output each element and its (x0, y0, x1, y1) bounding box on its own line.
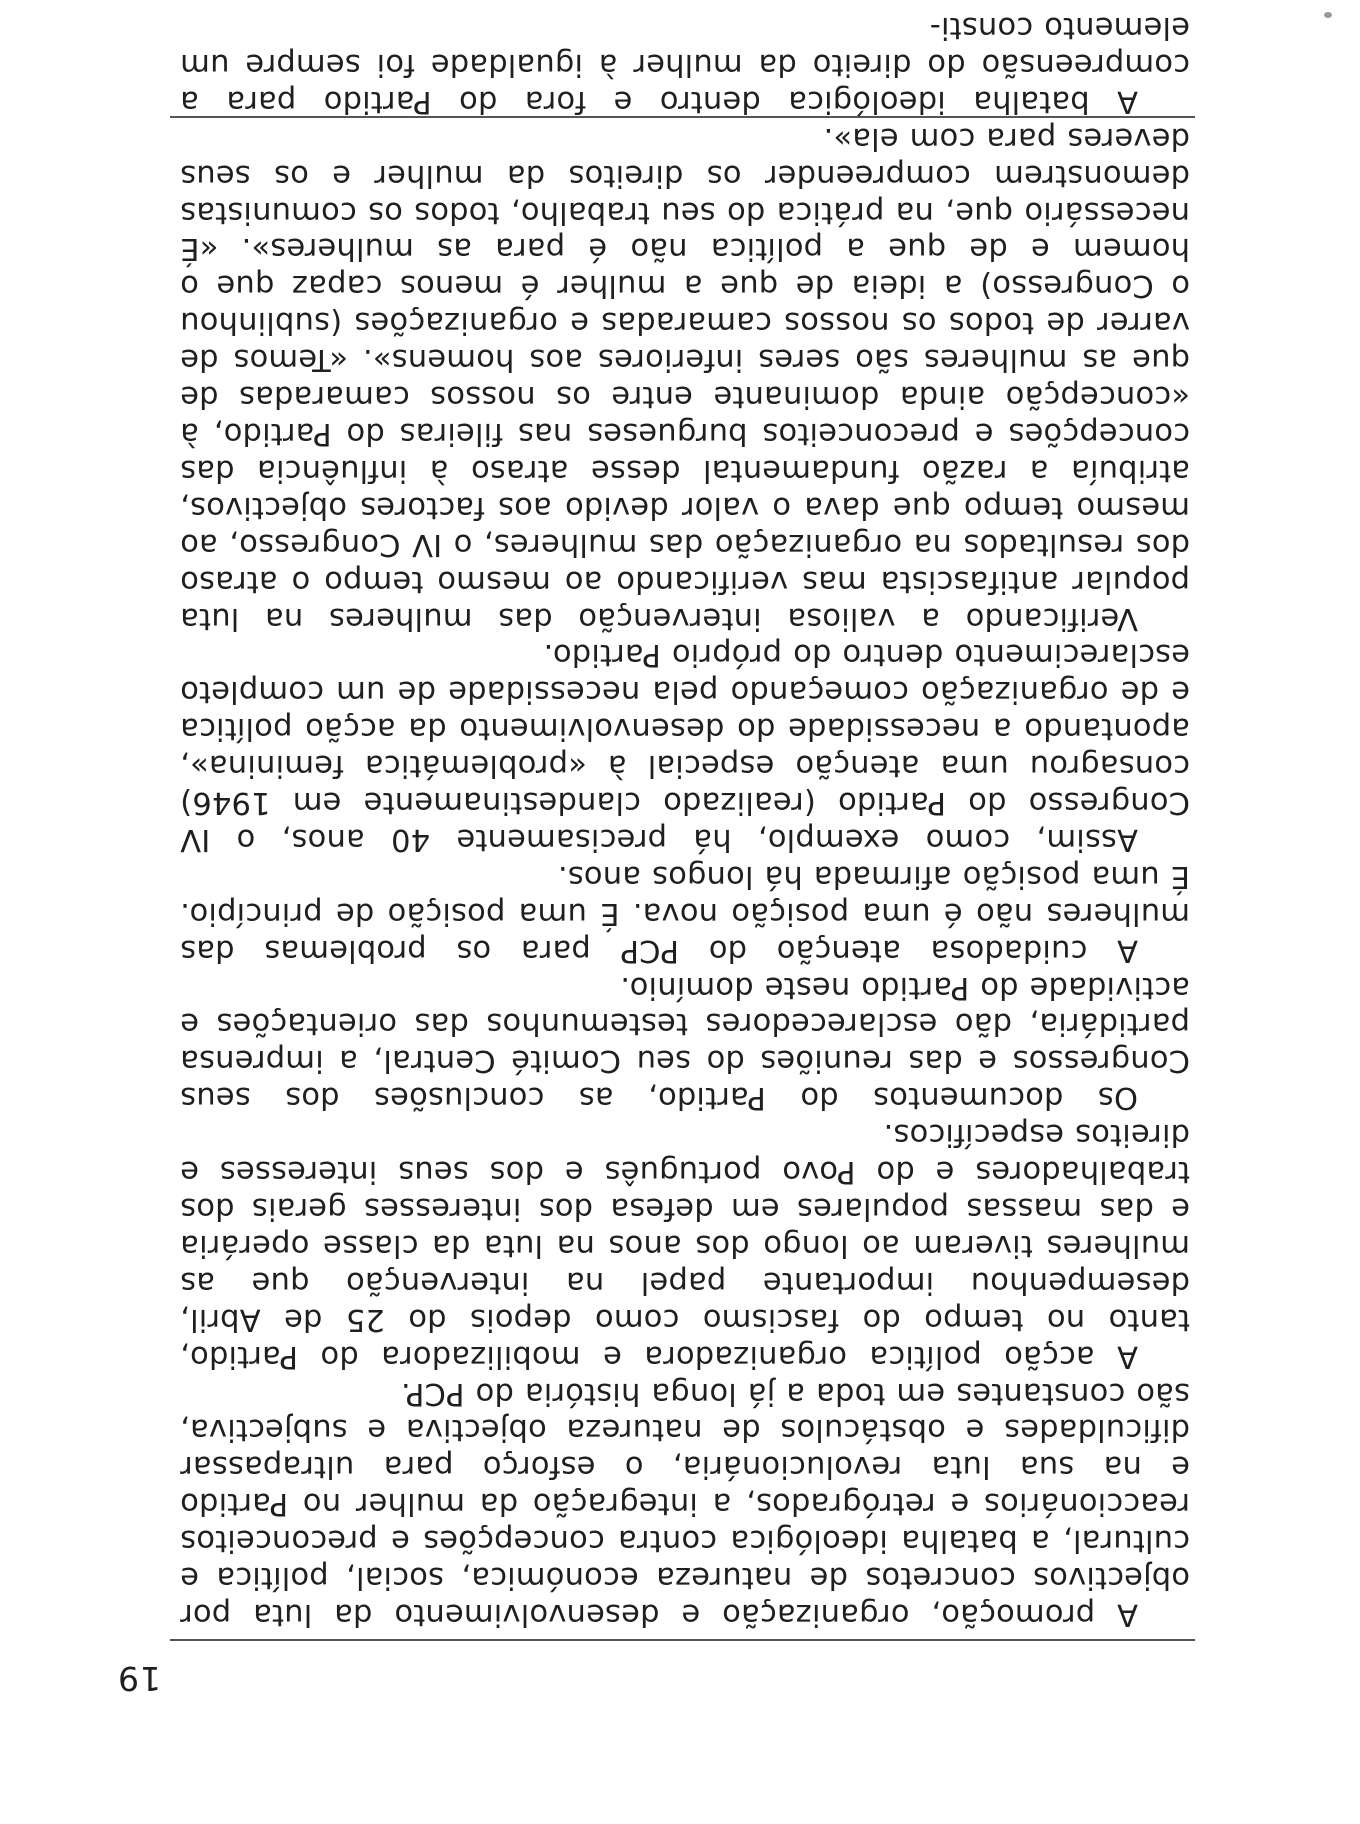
body-text (180, 8, 1190, 1632)
paragraph-6: Verificando a valiosa intervenção das mulheres na luta popular antifascista mas verificando ao mesmo tempo o atraso dos resultados na organização das mulheres, o IV Congresso, ao mesmo tempo que dava o valor devido aos factores objectivos, atribuía a razão fundamental desse atraso à influência das concepções e preconceitos burgueses nas fileiras do Partido, à «concepção ainda dominante entre os nossos camaradas de que as mulheres são seres inferiores aos homens». «Temos de varrer de todos os nossos camaradas e organizações (sublinhou o Congresso) a ideia de que a mulher é menos capaz que o homem e de que a política não é para as mulheres». «É necessário que, na prática do seu trabalho, todos os comunistas demonstrem compreender os direitos da mulher e os seus deveres para com ela». (180, 120, 1190, 636)
paragraph-7: A batalha ideológica dentro e fora do Partido para a compreensão do direito da mulher à igualdade foi sempre um elemento consti- (180, 10, 1190, 119)
paragraph-3: Os documentos do Partido, as conclusões dos seus Congressos e das reuniões do seu Comité Central, a imprensa partidária, dão esclarecedores testemunhos das orientações e actividade do Partido neste domínio. (180, 969, 1190, 1116)
page-number: 19 (117, 1659, 161, 1698)
paragraph-1: A promoção, organização e desenvolvimento da luta por objectivos concretos de natureza económica, social, política e cultural, a batalha ideológica contra concepções e preconceitos reaccionários e retrógrados, a integração da mulher no Partido e na sua luta revolucionária, o esforço para ultrapassar dificuldades e obstáculos de natureza objectiva e subjectiva, são constantes em toda a já longa história do PCP. (180, 1375, 1190, 1632)
paragraph-5: Assim, como exemplo, há precisamente 40 anos, o IV Congresso do Partido (realizado clandestinamente em 1946) consagrou uma atenção especial à «problemática feminina», apontando a necessidade do desenvolvimento da acção política e de organização começando pela necessidade de um completo esclarecimento dentro do próprio Partido. (180, 637, 1190, 857)
paragraph-4: A cuidadosa atenção do PCP para os problemas das mulheres não é uma posição nova. É uma posição de princípio. É uma posição afirmada há longos anos. (180, 858, 1190, 968)
scan-speck (1324, 12, 1332, 18)
paragraph-2: A acção política organizadora e mobilizadora do Partido, tanto no tempo do fascismo como depois do 25 de Abril, desempenhou importante papel na intervenção que as mulheres tiveram ao longo dos anos na luta da classe operária e das massas populares em defesa dos interesses gerais dos trabalhadores e do Povo português e dos seus interesses e direitos específicos. (180, 1117, 1190, 1374)
header-rule (170, 1639, 1195, 1641)
footer-rule (170, 116, 1195, 118)
